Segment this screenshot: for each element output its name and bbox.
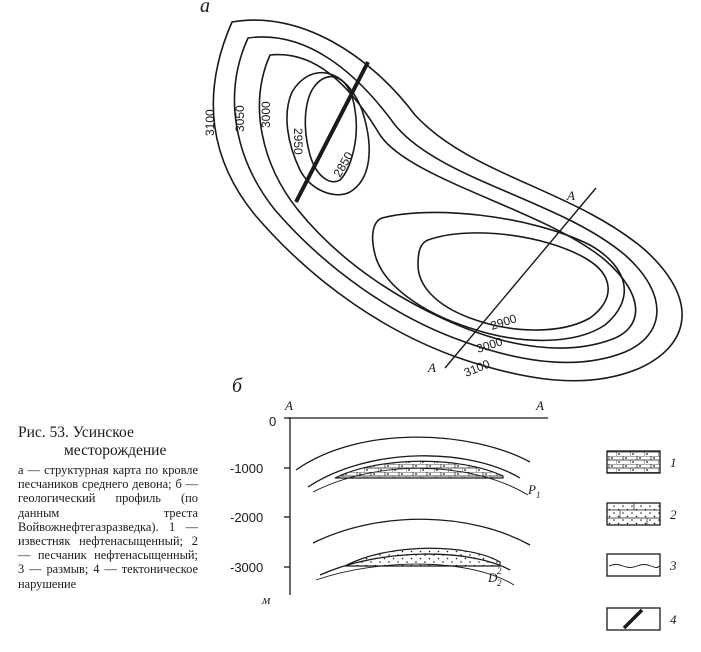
legend-num-4: 4 xyxy=(670,612,677,627)
depth-tick-1000: -1000 xyxy=(230,461,264,476)
contour-label-3100-east: 3100 xyxy=(461,356,492,380)
geological-profile xyxy=(230,375,548,607)
contour-label-2850: 2850 xyxy=(330,149,356,180)
legend xyxy=(607,451,677,630)
legend-num-1: 1 xyxy=(670,455,677,470)
legend-num-3: 3 xyxy=(670,558,677,573)
profile-label-end: А xyxy=(567,188,575,203)
depth-unit: м xyxy=(262,592,271,607)
caption-body: а — структурная карта по кровле песчаников среднего девона; б — геологический профиль (по данным треста Войвожнефтегазразведка). 1 — известняк нефтенасыщенный; 2 — песчаник нефтенасыщенный; 3 — размыв; 4 — тектоническое нарушение xyxy=(18,463,198,591)
contour-outer xyxy=(213,20,682,381)
section-label-right: А xyxy=(536,398,544,413)
profile-label-start: А xyxy=(428,360,436,375)
contour-label-3100-west: 3100 xyxy=(203,109,217,136)
layer-label-d-sub: 2 xyxy=(497,578,502,588)
panel-a-label: а xyxy=(200,0,210,17)
d2-sandstone-body xyxy=(345,548,500,566)
contour-label-3000-west: 3000 xyxy=(259,101,273,128)
layer-label-p: P xyxy=(528,482,536,497)
caption-subtitle: месторождение xyxy=(64,442,167,459)
structural-map xyxy=(200,0,682,381)
caption-title: Рис. 53. Усинское xyxy=(18,424,134,441)
panel-b-label: б xyxy=(232,375,243,397)
legend-item-3 xyxy=(607,554,677,576)
layer-label-d-sup: 2 xyxy=(497,566,502,576)
layer-label-p-sub: 1 xyxy=(536,490,541,500)
contour-label-2950: 2950 xyxy=(291,128,305,155)
legend-item-4 xyxy=(607,608,677,630)
legend-item-2 xyxy=(607,503,677,525)
depth-tick-3000: -3000 xyxy=(230,560,264,575)
contour-label-2900: 2900 xyxy=(488,311,519,333)
figure-caption xyxy=(18,424,198,591)
section-label-left: А xyxy=(285,398,293,413)
profile-line xyxy=(445,188,596,368)
contour-3 xyxy=(259,55,635,348)
legend-item-1 xyxy=(607,451,677,473)
depth-tick-2000: -2000 xyxy=(230,510,264,525)
layer-label-d: D xyxy=(488,570,498,585)
legend-num-2: 2 xyxy=(670,507,677,522)
contour-label-3050: 3050 xyxy=(233,105,247,132)
lower-arch-bottom xyxy=(316,564,514,585)
depth-tick-0: 0 xyxy=(269,414,277,429)
lower-arch-top xyxy=(313,519,530,545)
contour-label-3000-east: 3000 xyxy=(474,334,505,356)
